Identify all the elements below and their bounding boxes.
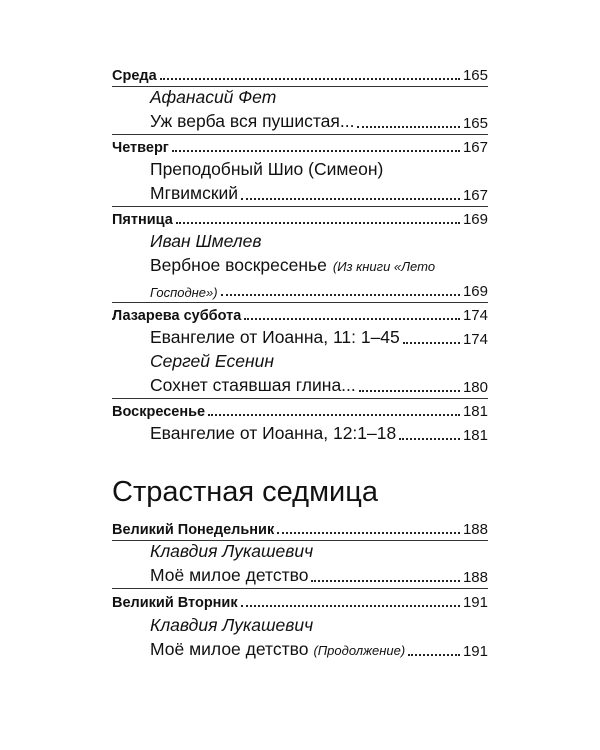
leader-dots: [359, 390, 460, 392]
toc-entry-work[interactable]: [150, 180, 488, 204]
toc-entry-thursday[interactable]: [112, 132, 488, 156]
work-title-line: [150, 252, 488, 276]
day-label: Пятница: [112, 212, 173, 228]
work-title-line: Преподобный Шио (Симеон): [150, 159, 384, 179]
leader-dots: [160, 78, 460, 80]
work-title: Мгвимский: [150, 183, 239, 203]
toc-entry-work[interactable]: [150, 562, 488, 586]
author-name: Клавдия Лукашевич: [150, 615, 314, 635]
work-title: Вербное воскресенье: [150, 255, 327, 275]
work-title: Уж верба вся пушистая...: [150, 111, 355, 131]
leader-dots: [221, 294, 460, 296]
page-number: 181: [462, 427, 488, 444]
leader-dots: [241, 605, 460, 607]
page-number: 181: [462, 403, 488, 420]
day-label: Воскресенье: [112, 404, 206, 420]
work-note: Господне»): [150, 285, 218, 300]
work-title: Евангелие от Иоанна, 11: 1–45: [150, 327, 400, 347]
leader-dots: [399, 438, 460, 440]
leader-dots: [357, 126, 459, 128]
toc-entry-wednesday[interactable]: [112, 60, 488, 84]
page-number: 191: [462, 594, 488, 611]
toc-entry-great-tuesday[interactable]: [112, 587, 488, 611]
page-number: 174: [462, 331, 488, 348]
work-title: Моё милое детство: [150, 565, 309, 585]
leader-dots: [277, 532, 460, 534]
leader-dots: [403, 342, 460, 344]
toc-entry-friday[interactable]: [112, 204, 488, 228]
page-number: 167: [462, 139, 488, 156]
page-number: 188: [462, 521, 488, 538]
page-number: 174: [462, 307, 488, 324]
author-name: Сергей Есенин: [150, 351, 275, 371]
day-label: Лазарева суббота: [112, 308, 242, 324]
leader-dots: [172, 150, 460, 152]
toc-entry-saturday[interactable]: [112, 300, 488, 324]
toc-entry-work[interactable]: [150, 372, 488, 396]
work-title: Сохнет стаявшая глина...: [150, 375, 356, 395]
author-name: Иван Шмелев: [150, 231, 262, 251]
day-label: Великий Понедельник: [112, 522, 275, 538]
page-number: 169: [462, 283, 488, 300]
leader-dots: [244, 318, 460, 320]
page-number: 191: [462, 643, 488, 660]
page-number: 165: [462, 115, 488, 132]
page-number: 169: [462, 211, 488, 228]
day-label: Четверг: [112, 140, 169, 156]
work-title: Моё милое детство: [150, 639, 309, 659]
toc-entry-sunday[interactable]: [112, 396, 488, 420]
toc-entry-work[interactable]: [150, 420, 488, 444]
page-number: 188: [462, 569, 488, 586]
work-note: (Из книги «Лето: [332, 259, 436, 274]
day-label: Среда: [112, 68, 157, 84]
page-number: 180: [462, 379, 488, 396]
leader-dots: [208, 414, 460, 416]
toc-entry-work[interactable]: [150, 108, 488, 132]
toc-entry-work[interactable]: [150, 276, 488, 300]
author-name: Клавдия Лукашевич: [150, 541, 314, 561]
toc-entry-work[interactable]: [150, 324, 488, 348]
toc-entry-great-monday[interactable]: [112, 514, 488, 538]
leader-dots: [311, 580, 460, 582]
section-heading: Страстная седмица: [112, 476, 378, 508]
author-name: Афанасий Фет: [150, 87, 277, 107]
work-note: (Продолжение): [313, 643, 406, 658]
day-label: Великий Вторник: [112, 595, 238, 611]
page-number: 165: [462, 67, 488, 84]
toc-entry-work[interactable]: [150, 636, 488, 660]
page-number: 167: [462, 187, 488, 204]
leader-dots: [176, 222, 460, 224]
leader-dots: [241, 198, 460, 200]
leader-dots: [408, 654, 460, 656]
work-title: Евангелие от Иоанна, 12:1–18: [150, 423, 397, 443]
